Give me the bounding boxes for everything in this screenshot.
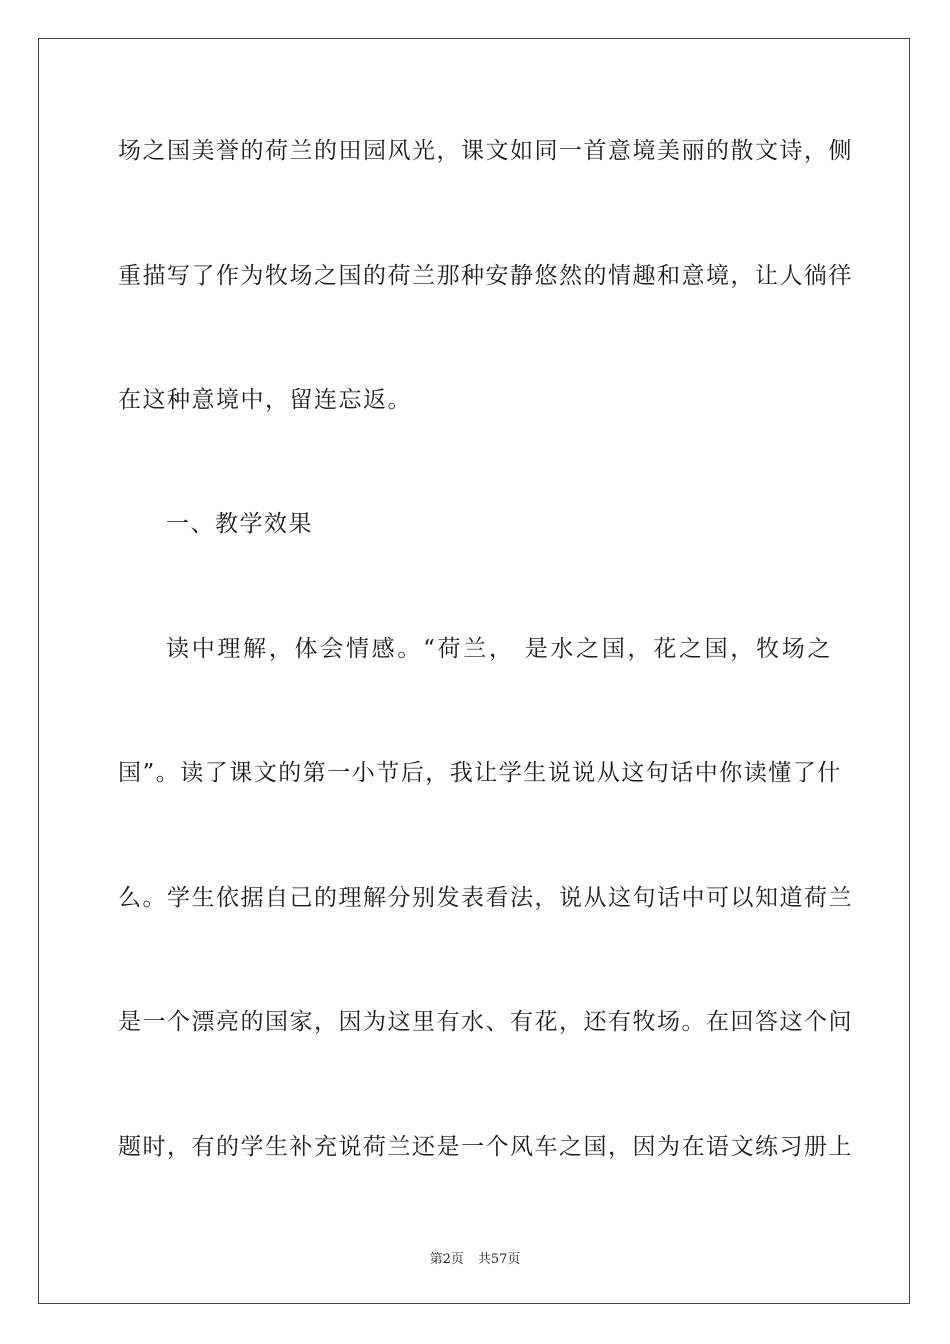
- body-line-2: 重描写了作为牧场之国的荷兰那种安静悠然的情趣和意境，让人徜徉: [118, 263, 853, 289]
- section-heading: 一、教学效果: [166, 511, 313, 537]
- body-line-1: 场之国美誉的荷兰的田园风光，课文如同一首意境美丽的散文诗，侧: [118, 138, 853, 164]
- body-line-3: 在这种意境中，留连忘返。: [118, 387, 412, 413]
- paragraph-line-2: 国”。读了课文的第一小节后，我让学生说说从这句话中你读懂了什: [118, 760, 842, 786]
- page-footer: [0, 1248, 950, 1267]
- page-number: 第2页: [429, 1252, 464, 1267]
- page-border: [38, 38, 910, 1304]
- paragraph-line-4: 是一个漂亮的国家，因为这里有水、有花，还有牧场。在回答这个问: [118, 1009, 853, 1035]
- paragraph-line-1: 读中理解，体会情感。“荷兰， 是水之国，花之国，牧场之: [166, 636, 832, 662]
- paragraph-line-5: 题时，有的学生补充说荷兰还是一个风车之国，因为在语文练习册上: [118, 1134, 853, 1160]
- paragraph-line-3: 么。学生依据自己的理解分别发表看法，说从这句话中可以知道荷兰: [118, 885, 853, 911]
- page-total: 共57页: [477, 1252, 521, 1267]
